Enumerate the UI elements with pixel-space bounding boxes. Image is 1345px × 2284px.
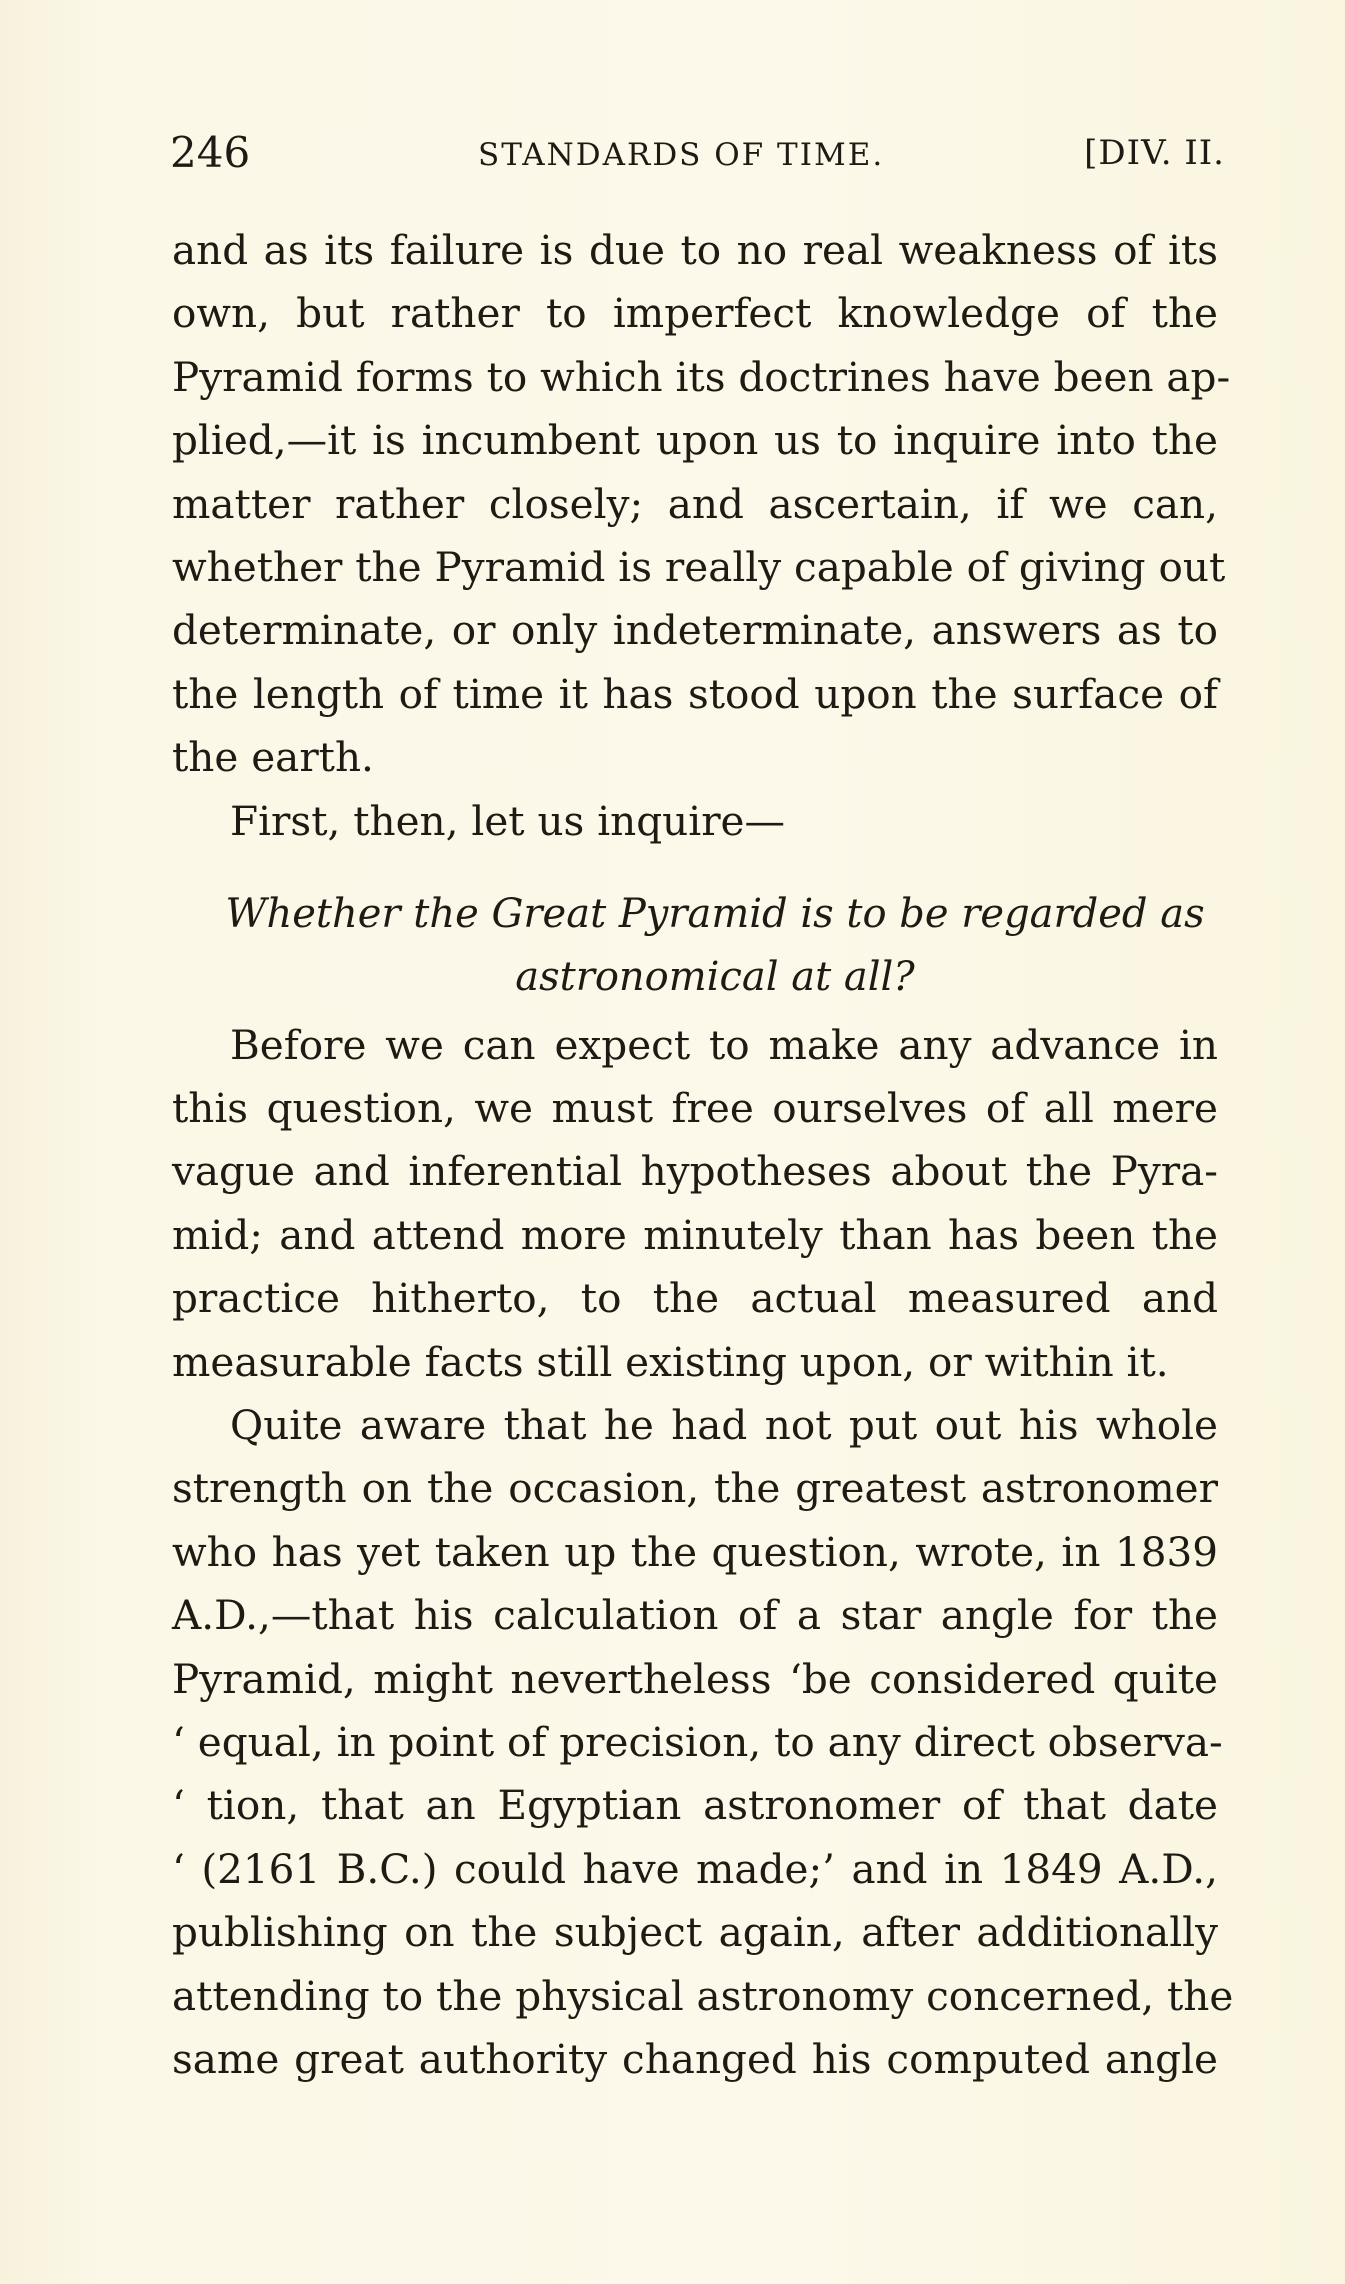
text-line: Quite aware that he had not put out his whole [230,1401,1218,1450]
text-line: the length of time it has stood upon the surface of [172,669,1218,718]
paragraph-4 [172,1394,1234,2091]
text-line: Before we can expect to make any advance in [230,1020,1218,1069]
text-line: plied,—it is incumbent upon us to inquire into the [172,416,1218,465]
text-line: measurable facts still existing upon, or within it. [172,1337,1169,1386]
heading-line: Whether the Great Pyramid is to be regarded as [225,890,1205,937]
heading-line: astronomical at all? [515,954,915,1001]
page-body [172,219,1234,2091]
text-line: vague and inferential hypotheses about the Pyra- [172,1147,1218,1196]
page-number: 246 [170,128,251,177]
text-line: A.D.,—that his calculation of a star angle for the [172,1591,1218,1640]
running-title: STANDARDS OF TIME. [478,137,885,173]
text-line: whether the Pyramid is really capable of giving out [172,542,1226,591]
text-line: ‘ tion, that an Egyptian astronomer of that date [172,1781,1218,1830]
text-line: own, but rather to imperfect knowledge of the [172,289,1218,338]
text-line: same great authority changed his computed angle [172,2034,1218,2083]
text-line: this question, we must free ourselves of all mere [172,1084,1218,1133]
text-line: strength on the occasion, the greatest astronomer [172,1464,1218,1513]
text-line: Pyramid forms to which its doctrines have been ap- [172,352,1231,401]
text-line: and as its failure is due to no real weakness of its [172,226,1218,274]
text-line: matter rather closely; and ascertain, if we can, [172,479,1218,528]
division-label: [DIV. II. [1084,133,1225,173]
paragraph-2 [172,790,1218,853]
text-line: practice hitherto, to the actual measured and [172,1274,1218,1323]
text-line: who has yet taken up the question, wrote, in 1839 [172,1527,1218,1576]
text-line: attending to the physical astronomy concerned, the [172,1971,1234,2020]
paragraph-1 [172,219,1231,790]
text-line: ‘ equal, in point of precision, to any direct observa- [172,1717,1223,1766]
text-line: determinate, or only indeterminate, answers as to [172,606,1218,655]
text-line: First, then, let us inquire— [230,796,786,845]
page-header [170,128,1225,178]
paragraph-3 [172,1014,1218,1394]
text-line: publishing on the subject again, after additionally [172,1908,1218,1957]
text-line: ‘ (2161 B.C.) could have made;’ and in 1849 A.D., [172,1844,1218,1893]
text-line: mid; and attend more minutely than has been the [172,1210,1218,1259]
section-heading [172,883,1218,1010]
text-line: Pyramid, might nevertheless ‘be considered quite [172,1654,1218,1703]
spacer [172,853,1218,883]
text-line: the earth. [172,733,374,782]
